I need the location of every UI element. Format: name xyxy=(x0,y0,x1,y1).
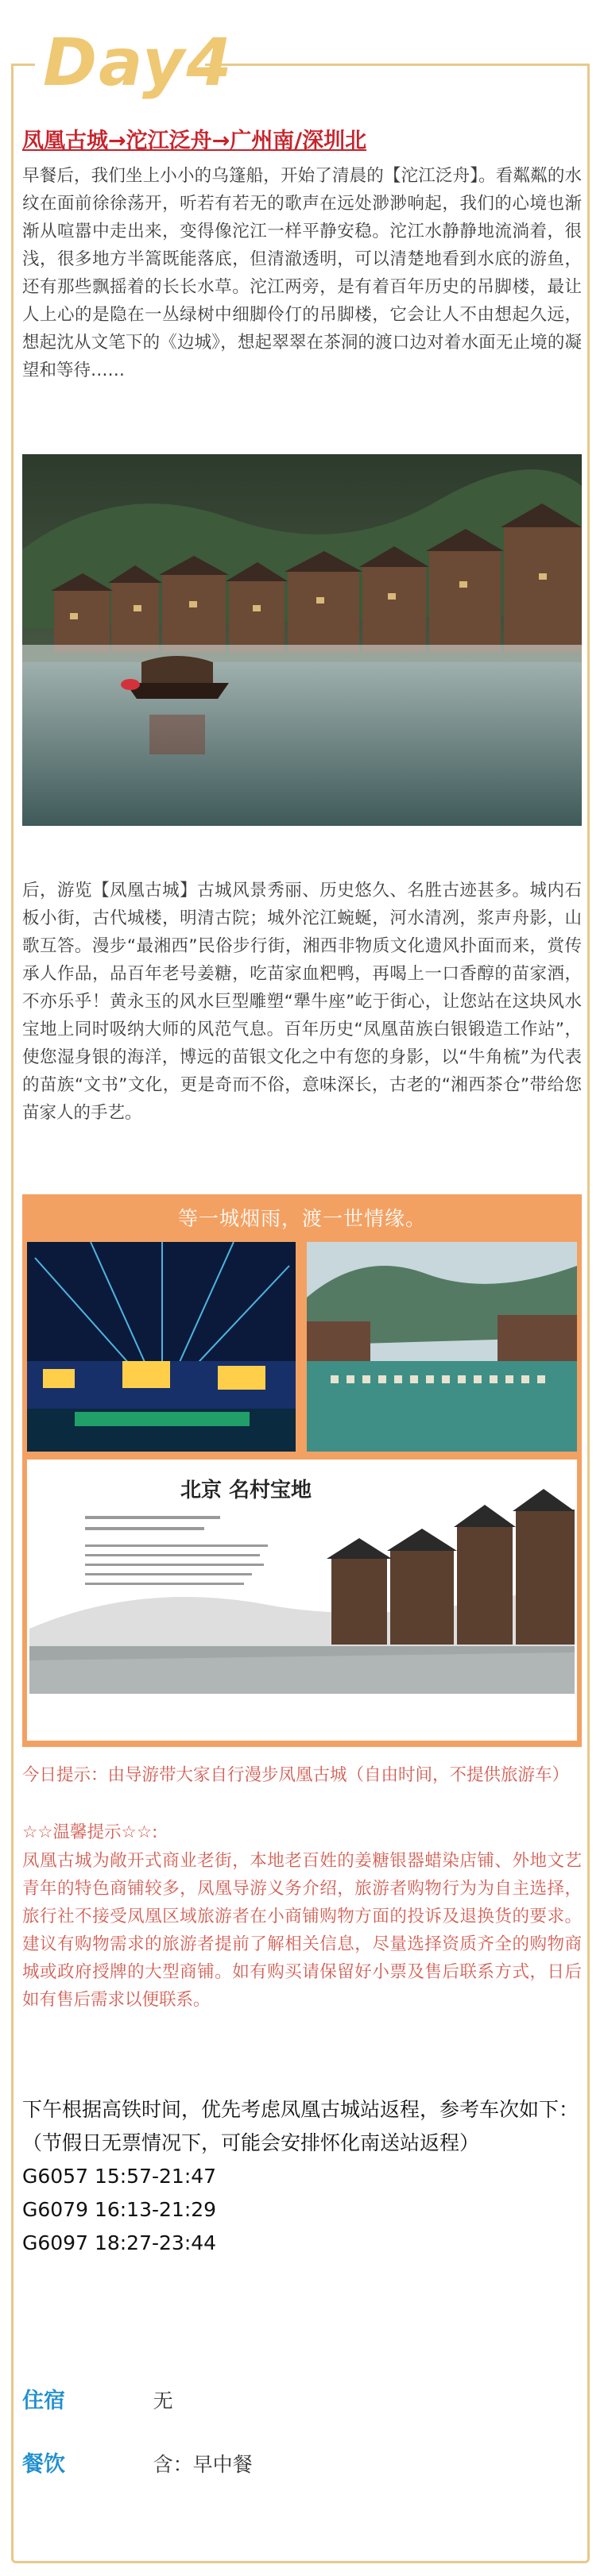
day-title: Day4 xyxy=(43,25,234,101)
train-item: G6057 15:57-21:47 xyxy=(22,2165,217,2188)
ink-wash-town-illustration xyxy=(29,1462,575,1738)
river-bridge-photo xyxy=(307,1242,577,1452)
frame-top-left-border xyxy=(11,64,35,66)
meals-row xyxy=(22,2449,253,2481)
night-show-illustration xyxy=(27,1242,296,1452)
train-intro: 下午根据高铁时间，优先考虑凤凰古城站返程，参考车次如下：（节假日无票情况下，可能会安排怀化南送站返程） xyxy=(22,2098,579,2154)
accommodation-value: 无 xyxy=(153,2389,173,2412)
tour-paragraph: 后，游览【凤凰古城】古城风景秀丽、历史悠久、名胜古迹甚多。城内石板小街，古代城楼，明清古院；城外沱江蜿蜒，河水清冽，浆声舟影，山歌互答。漫步“最湘西”民俗步行街，湘西非物质文化遗风扑面而来，赏传承人作品，品百年老号姜糖，吃苗家血粑鸭，再喝上一口香醇的苗家酒，不亦乐乎！黄永玉的风水巨型雕塑“犟牛座”屹于街心，让您站在这块风水宝地上同时吸纳大师的风范气息。百年历史“凤凰苗族白银锻造工作站”，使您湿身银的海洋，博远的苗银文化之中有您的身影，以“牛角梳”为代表的苗族“文书”文化，更是奇而不俗，意味深长，古老的“湘西茶仓”带给您苗家人的手艺。 xyxy=(22,881,582,1123)
night-show-photo xyxy=(27,1242,296,1452)
river-boat-illustration xyxy=(22,454,582,826)
photo-gallery xyxy=(22,1194,582,1747)
warm-tip-body: 凤凰古城为敞开式商业老街，本地老百姓的姜糖银器蜡染店铺、外地文艺青年的特色商铺较多，凤凰导游义务介绍，旅游者购物行为为自主选择，旅行社不接受凤凰区域旅游者在小商铺购物方面的投诉及退换货的要求。建议有购物需求的旅游者提前了解相关信息，尽量选择资质齐全的购物商城或政府授牌的大型商铺。如有购买请保留好小票及售后联系方式，日后如有售后需求以便联系。 xyxy=(22,1851,582,2010)
train-schedule xyxy=(22,2093,582,2260)
today-tip: 今日提示：由导游带大家自行漫步凤凰古城（自由时间，不提供旅游车） xyxy=(22,1765,570,1785)
meals-label: 餐饮 xyxy=(22,2452,65,2477)
river-bridge-illustration xyxy=(307,1242,577,1452)
accommodation-row xyxy=(22,2385,173,2417)
meals-value: 含：早中餐 xyxy=(153,2453,253,2476)
frame-top-right-border xyxy=(205,64,590,66)
warm-tip-header: ☆☆温馨提示☆☆: xyxy=(22,1822,158,1842)
river-boat-photo xyxy=(22,454,582,826)
ink-wash-town-photo xyxy=(27,1460,577,1741)
train-item: G6097 18:27-23:44 xyxy=(22,2231,217,2254)
intro-paragraph: 早餐后，我们坐上小小的乌篷船，开始了清晨的【沱江泛舟】。看粼粼的水纹在面前徐徐荡开，听若有若无的歌声在远处渺渺响起，我们的心境也渐渐从喧嚣中走出来，变得像沱江一样平静安稳。沱江水静静地流淌着，很浅，很多地方半篙既能落底，但清澈透明，可以清楚地看到水底的游鱼，还有那些飘摇着的长长水草。沱江两旁，是有着百年历史的吊脚楼，最让人上心的是隐在一丛绿树中细脚伶仃的吊脚楼，它会让人不由想起久远，想起沈从文笔下的《边城》，想起翠翠在茶洞的渡口边对着水面无止境的凝望和等待…… xyxy=(22,166,582,380)
calligraphy-text: 北京 名村宝地 xyxy=(180,1479,312,1502)
gallery-caption: 等一城烟雨，渡一世情缘。 xyxy=(177,1207,426,1230)
route-title: 凤凰古城→沱江泛舟→广州南/深圳北 xyxy=(22,129,367,153)
train-item: G6079 16:13-21:29 xyxy=(22,2198,217,2221)
accommodation-label: 住宿 xyxy=(22,2389,65,2413)
